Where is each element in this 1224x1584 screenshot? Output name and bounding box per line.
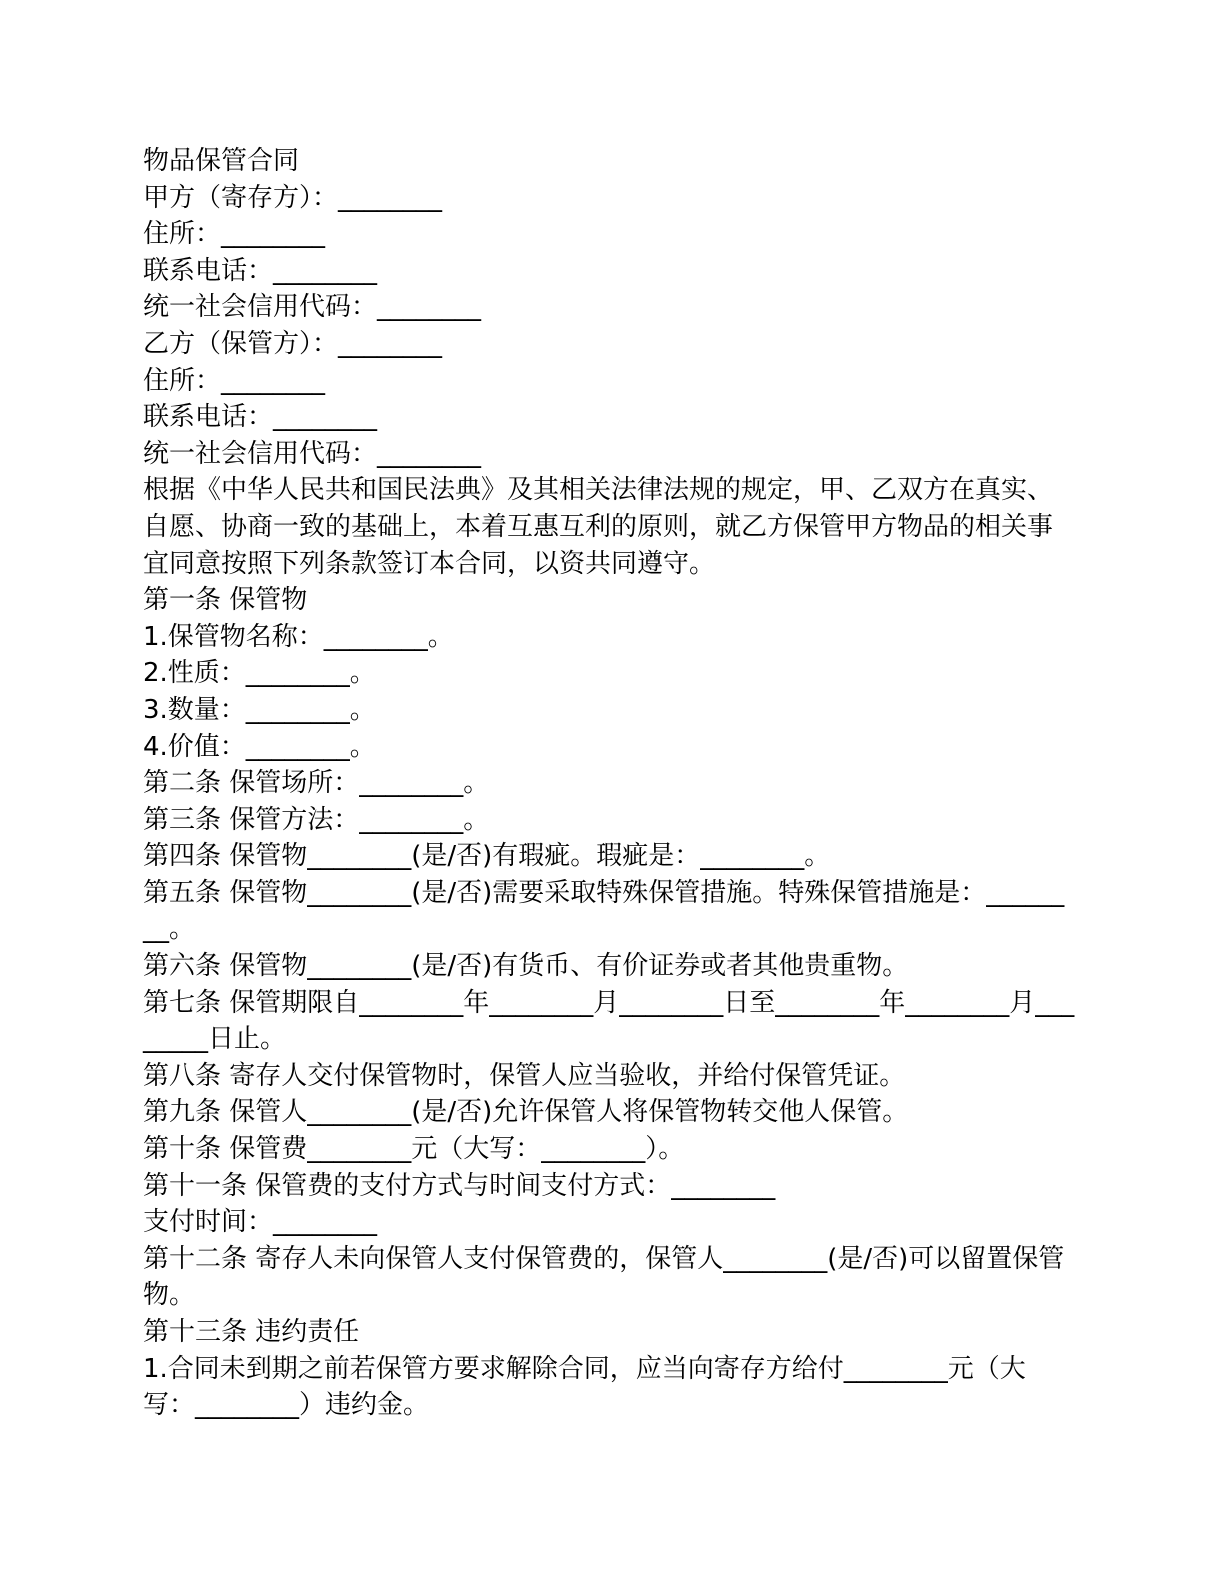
article-7: 第七条 保管期限自________年________月________日至________年________月________日止。 — [143, 987, 1075, 1055]
article-2: 第二条 保管场所：________。 — [143, 768, 490, 799]
article-1-item-4: 4.价值：________。 — [143, 731, 376, 762]
party-b-address: 住所：________ — [143, 365, 326, 396]
article-8: 第八条 寄存人交付保管物时，保管人应当验收，并给付保管凭证。 — [143, 1060, 906, 1091]
party-a-credit-code: 统一社会信用代码：________ — [143, 292, 482, 323]
article-1-item-3: 3.数量：________。 — [143, 694, 376, 725]
document-body — [143, 143, 1075, 1424]
article-5: 第五条 保管物________(是/否)需要采取特殊保管措施。特殊保管措施是：________。 — [143, 877, 1065, 945]
article-4: 第四条 保管物________(是/否)有瑕疵。瑕疵是：________。 — [143, 841, 831, 872]
article-13-heading: 第十三条 违约责任 — [143, 1317, 360, 1347]
article-13-item-1: 1.合同未到期之前若保管方要求解除合同，应当向寄存方给付________元（大写：________）违约金。 — [143, 1353, 1026, 1421]
article-1-item-2: 2.性质：________。 — [143, 658, 376, 689]
article-6: 第六条 保管物________(是/否)有货币、有价证券或者其他贵重物。 — [143, 951, 909, 982]
party-a-address: 住所：________ — [143, 219, 326, 250]
article-1-item-1: 1.保管物名称：________。 — [143, 621, 454, 652]
party-a-phone: 联系电话：________ — [143, 255, 378, 286]
party-b-phone: 联系电话：________ — [143, 402, 378, 433]
article-3: 第三条 保管方法：________。 — [143, 804, 490, 835]
article-11: 第十一条 保管费的支付方式与时间支付方式：________ — [143, 1170, 776, 1201]
article-9: 第九条 保管人________(是/否)允许保管人将保管物转交他人保管。 — [143, 1097, 909, 1128]
article-1-heading: 第一条 保管物 — [143, 585, 308, 616]
article-12: 第十二条 寄存人未向保管人支付保管费的，保管人________(是/否)可以留置保管物。 — [143, 1243, 1065, 1311]
payment-time-line: 支付时间：________ — [143, 1207, 378, 1238]
party-a-line: 甲方（寄存方）：________ — [143, 182, 443, 213]
article-10: 第十条 保管费________元（大写：________）。 — [143, 1134, 685, 1165]
party-b-credit-code: 统一社会信用代码：________ — [143, 438, 482, 469]
party-b-line: 乙方（保管方）：________ — [143, 328, 443, 359]
document-title: 物品保管合同 — [143, 146, 300, 176]
preamble-paragraph: 根据《中华人民共和国民法典》及其相关法律法规的规定，甲、乙双方在真实、自愿、协商一致的基础上，本着互惠互利的原则，就乙方保管甲方物品的相关事宜同意按照下列条款签订本合同，以资共同遵守。 — [143, 475, 1054, 579]
